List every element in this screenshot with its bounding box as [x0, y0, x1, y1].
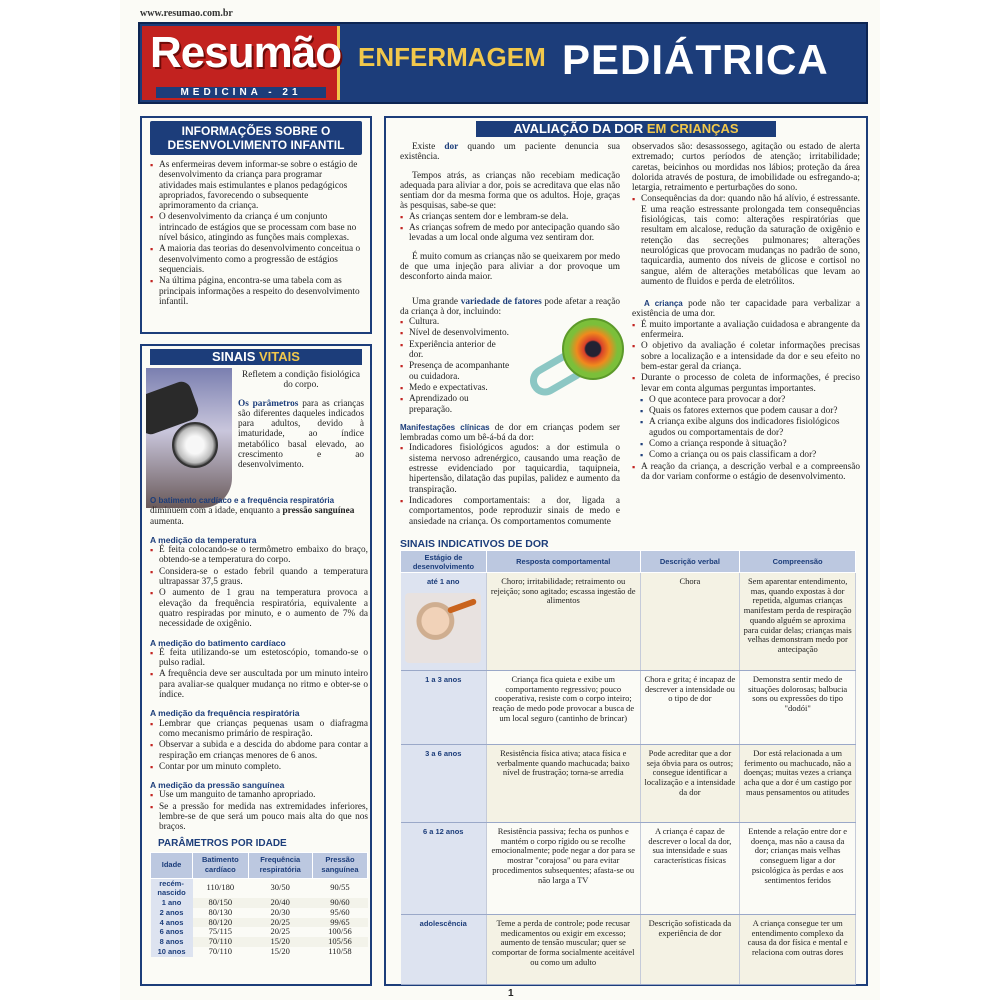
- cell-text: Choro; irritabilidade; retraimento ou rejeição; sono agitado; escassa ingestão de alimentos: [490, 576, 636, 606]
- table-cell: 80/150: [193, 898, 248, 908]
- table-cell: [486, 671, 640, 745]
- params-bold: Os parâmetros: [238, 398, 299, 409]
- table-row: [401, 915, 856, 985]
- params-table-header: [151, 852, 368, 878]
- table-cell: [740, 823, 856, 915]
- table-row: [151, 947, 368, 957]
- list-item: ▪ Observar a subida e a descida do abdome para contar a respiração em crianças menores de 6 anos.: [150, 740, 368, 761]
- table-cell: [401, 823, 487, 915]
- vital-section-list: [150, 719, 368, 772]
- page-number: 1: [508, 988, 514, 999]
- table-cell: 110/58: [328, 946, 352, 957]
- vital-signs-box: [140, 344, 372, 986]
- table-cell: [486, 745, 640, 823]
- pain-box-title: [476, 121, 776, 137]
- params-table-title: PARÂMETROS POR IDADE: [158, 837, 287, 849]
- list-item: ▪ Experiência anterior de dor.: [400, 340, 510, 361]
- factors-list: [400, 317, 510, 415]
- table-cell: 6 anos: [151, 927, 193, 937]
- table-cell: 20/40: [248, 898, 312, 908]
- list-item: ▪ O objetivo da avaliação é coletar informações precisas sobre a localização e a intensidade da dor e seu efeito no bem-estar geral da criança.: [632, 341, 860, 372]
- table-cell: [401, 745, 487, 823]
- cell-text: 3 a 6 anos: [425, 749, 462, 758]
- list-item: ▪ As crianças sentem dor e lembram-se dela.: [400, 212, 620, 222]
- cell-text: Sem aparentar entendimento, mas, quando expostas à dor repetida, algumas crianças manifestam perda de respiração quando alguém se aproxima para cuidar delas; crianças mais velhas demonstram medo por antecipação: [743, 576, 852, 654]
- pain-signs-table: [400, 550, 856, 985]
- title-enfermagem: ENFERMAGEM: [358, 42, 546, 72]
- list-item: ▪ É feita utilizando-se um estetoscópio, tomando-se o pulso radial.: [150, 648, 368, 669]
- question-item: ▪ O que acontece para provocar a dor?: [640, 395, 860, 405]
- list-item: ▪ É feita colocando-se o termômetro embaixo do braço, obtendo-se a temperatura do corpo.: [150, 545, 368, 566]
- table-cell: [640, 671, 740, 745]
- table-cell: 30/50: [270, 882, 290, 893]
- vital-sections: [150, 535, 368, 833]
- table-cell: 4 anos: [151, 918, 193, 928]
- pain-p6: A criança pode não ter capacidade para verbalizar a existência de uma dor.: [632, 299, 860, 320]
- column-header: Frequência respiratória: [248, 852, 312, 878]
- list-item: ▪ Nível de desenvolvimento.: [400, 328, 510, 338]
- list-item: ▪ Considera-se o estado febril quando a temperatura ultrapassar 37,5 graus.: [150, 567, 368, 588]
- toy-rattle-image: [524, 318, 630, 408]
- params-table-body: [151, 878, 368, 957]
- table-cell: 75/115: [208, 926, 232, 937]
- series-label: MEDICINA - 21: [156, 87, 326, 98]
- column-header: Resposta comportamental: [486, 551, 640, 573]
- pressure-text: aumenta.: [150, 516, 184, 527]
- list-item: ▪ Contar por um minuto completo.: [150, 762, 368, 772]
- table-cell: 70/110: [208, 946, 232, 957]
- table-cell: [640, 915, 740, 985]
- list-item: ▪ É muito importante a avaliação cuidadosa e abrangente da enfermeira.: [632, 320, 860, 341]
- vital-signs-title: [150, 349, 362, 365]
- table-row: [401, 823, 856, 915]
- pressure-bold: pressão sanguínea: [282, 506, 355, 517]
- questions-list: [632, 395, 860, 461]
- list-item: ▪ Consequências da dor: quando não há alívio, é estressante. E uma reação estressante prolongada tem consequências fisiológicas, tais como: alterações respiratórias que resultam em alcalose, redução da saturação de oxigênio e retenção das secreções pulmonares; alterações neurológicas que provocam mudanças no padrão de sono, taquicardia, aumento dos níveis de glicose e cortisol no sangue, além de alterações metabólicas que levam ao aumento de fluidos e perda de eletrólitos.: [632, 194, 860, 287]
- baby-image: [405, 593, 481, 663]
- table-cell: [486, 573, 640, 671]
- header-banner: [138, 22, 868, 104]
- gauge-icon: [172, 422, 218, 468]
- params-by-age-table: [150, 852, 368, 957]
- list-item: ▪ O aumento de 1 grau na temperatura provoca a elevação da frequência respiratória, equivalente a quatro respiradas por minuto, e o aumento de 7% da necessidade de oxigênio.: [150, 588, 368, 629]
- signs-table-title: SINAIS INDICATIVOS DE DOR: [400, 538, 549, 550]
- pain-p4: Uma grande variedade de fatores pode afetar a reação da criança à dor, incluindo:: [400, 296, 620, 317]
- table-cell: 90/55: [330, 882, 350, 893]
- list-item: ▪ Aprendizado ou preparação.: [400, 394, 510, 415]
- pain-title-part2: EM CRIANÇAS: [646, 121, 739, 136]
- list-item: ▪ As crianças sofrem de medo por antecipação quando são levadas a um local onde alguma vez sentiram dor.: [400, 223, 620, 244]
- table-cell: 100/56: [328, 926, 352, 937]
- pain-p2: Tempos atrás, as crianças não recebiam medicação adequada para aliviar a dor, pois se acreditava que elas não sentiam dor da mesma forma que os adultos. Hoje, graças às pesquisas, sabe-se que:: [400, 170, 620, 212]
- table-cell: [486, 823, 640, 915]
- pain-p2-list: [400, 212, 620, 244]
- title-pediatrica: PEDIÁTRICA: [562, 36, 829, 83]
- sphygmomanometer-image: [146, 368, 232, 508]
- cell-text: Teme a perda de controle; pode recusar medicamentos ou exigir em excesso; aumento de tensão muscular; quer se comportar de forma socialmente aceitável ou como um adulto: [491, 918, 635, 967]
- list-item: ▪ As enfermeiras devem informar-se sobre o estágio de desenvolvimento da criança para programar atividades mais estimulantes e planos pedagógicos apropriados, favorecendo o subsequente aprimoramento da criança.: [150, 160, 362, 211]
- vital-signs-body: [150, 490, 368, 957]
- table-cell: [640, 823, 740, 915]
- table-cell: 70/110: [193, 937, 248, 947]
- assess-list: [632, 320, 860, 394]
- brand-name: Resumão: [150, 28, 342, 77]
- table-cell: [740, 573, 856, 671]
- column-header: Batimento cardíaco: [193, 852, 248, 878]
- manifest-list-continued: [632, 142, 860, 287]
- pain-p1: Existe dor quando um paciente denuncia sua existência.: [400, 142, 620, 163]
- toy-ring: [562, 318, 624, 380]
- vital-section-list: [150, 648, 368, 700]
- cell-text: Pode acreditar que a dor seja óbvia para os outros; consegue identificar a localização e a intensidade da dor: [644, 748, 736, 797]
- spoon-icon: [447, 598, 477, 614]
- table-cell: 90/60: [312, 898, 367, 908]
- cell-text: Demonstra sentir medo de situações dolorosas; balbucia sons ou expressões do tipo "dodói": [748, 674, 848, 714]
- params-text: para as crianças são diferentes daqueles indicados para adultos, devido à imaturidade, ao índice metabólico basal elevado, ao crescimento e ao desenvolvimento.: [238, 398, 364, 471]
- table-cell: 110/180: [206, 882, 235, 893]
- development-info-box: [140, 116, 372, 334]
- table-cell: [401, 573, 487, 671]
- table-cell: [401, 915, 487, 985]
- table-cell: [740, 671, 856, 745]
- heart-bold: O batimento cardíaco e a frequência respiratória: [150, 496, 335, 505]
- cell-text: Chora: [679, 576, 701, 586]
- vital-section-list: [150, 545, 368, 629]
- vital-section-heading: A medição da frequência respiratória: [150, 708, 300, 719]
- vital-signs-title-part1: SINAIS: [212, 349, 256, 364]
- signs-table-header: [401, 551, 856, 573]
- table-cell: 15/20: [270, 946, 290, 957]
- table-row: [401, 671, 856, 745]
- vital-signs-intro: [238, 370, 364, 471]
- pain-column-right: [632, 142, 860, 483]
- site-url: www.resumao.com.br: [140, 8, 233, 19]
- list-item: ▪ Indicadores comportamentais: a dor, ligada a comportamentos, pode reproduzir sinais de medo e ansiedade na criança. Os comportamentos comumente: [400, 496, 620, 527]
- cell-text: Chora e grita; é incapaz de descrever a intensidade ou o tipo de dor: [644, 674, 736, 704]
- table-cell: recém-nascido: [151, 878, 193, 898]
- cell-text: Dor está relacionada a um ferimento ou machucado, não a doenças; muitas vezes a criança acha que a dor é um castigo por maus pensamentos ou atitudes: [743, 748, 852, 797]
- development-box-title: INFORMAÇÕES SOBRE O DESENVOLVIMENTO INFANTIL: [150, 121, 362, 155]
- column-header: Pressão sanguínea: [312, 852, 367, 878]
- cell-text: Descrição sofisticada da experiência de dor: [648, 918, 732, 938]
- table-cell: 80/130: [208, 906, 233, 917]
- list-item: ▪ Cultura.: [400, 317, 510, 327]
- signs-table-body: [401, 573, 856, 985]
- table-cell: [740, 915, 856, 985]
- table-cell: [640, 745, 740, 823]
- table-cell: [740, 745, 856, 823]
- pain-p5: Manifestações clínicas de dor em crianças podem ser lembradas como um bê-á-bá da dor:: [400, 422, 620, 444]
- list-item: ▪ O desenvolvimento da criança é um conjunto intrincado de estágios que se processam com base no nível básico, atingindo as funções mais complexas.: [150, 212, 362, 243]
- table-cell: [401, 671, 487, 745]
- vital-params-paragraph: [238, 399, 364, 471]
- table-row: [151, 878, 368, 898]
- table-row: [401, 745, 856, 823]
- cell-text: A criança consegue ter um entendimento complexo da causa da dor física e mental e relaciona com outras dores: [747, 918, 848, 958]
- question-item: ▪ Quais os fatores externos que podem causar a dor?: [640, 406, 860, 416]
- cell-text: adolescência: [419, 919, 467, 928]
- table-cell: [486, 915, 640, 985]
- cell-text: Resistência passiva; fecha os punhos e mantém o corpo rígido ou se recolhe emocionalmente; pode negar a dor para se mostrar "corajosa" ou para evitar procedimentos subsequentes; afasta-se ou não larga a TV: [491, 826, 635, 885]
- pain-p3: É muito comum as crianças não se queixarem por medo de que uma injeção para aliviar a dor provoque um desconforto ainda maior.: [400, 251, 620, 283]
- list-item: ▪ Use um manguito de tamanho apropriado.: [150, 790, 368, 800]
- cell-text: Resistência física ativa; ataca física e verbalmente quando machucada; baixo nível de frustração; torna-se arredia: [496, 748, 630, 778]
- vital-section-heading: A medição da temperatura: [150, 534, 257, 545]
- list-item: ▪ A maioria das teorias do desenvolvimento conceitua o desenvolvimento como a progressão de estágios sequenciais.: [150, 244, 362, 275]
- column-header: Descrição verbal: [640, 551, 740, 573]
- table-cell: 20/30: [270, 906, 290, 917]
- table-cell: 80/120: [193, 918, 248, 928]
- brand-logo: [142, 26, 340, 100]
- list-item-continued: observados são: desassossego, agitação ou estado de alerta extremado; curtos períodos de atenção; irritabilidade; caretas, beicinhos ou mordidas nos lábios; proteção da área dolorida através de postura, de imobilidade ou esfregando-a; letargia, retraimento e perturbações do sono.: [632, 142, 860, 194]
- table-cell: 105/56: [312, 937, 367, 947]
- list-item: ▪ Lembrar que crianças pequenas usam o diafragma como mecanismo primário de respiração.: [150, 719, 368, 740]
- cell-text: 1 a 3 anos: [425, 675, 462, 684]
- cell-text: até 1 ano: [426, 577, 460, 586]
- table-cell: 20/25: [270, 926, 290, 937]
- pain-assessment-box: [384, 116, 868, 986]
- vital-section-heading: A medição da pressão sanguínea: [150, 780, 285, 791]
- column-header: Estágio de desenvolvimento: [401, 551, 487, 573]
- cell-text: Criança fica quieta e exibe um comportamento regressivo; pouco cooperativa, resiste com o corpo inteiro; reação de medo pode provocar a busca de um local seguro (cantinho de brincar): [492, 674, 635, 723]
- vital-signs-title-part2: VITAIS: [259, 349, 300, 364]
- table-cell: 20/25: [248, 918, 312, 928]
- question-item: ▪ Como a criança responde à situação?: [640, 439, 860, 449]
- table-cell: 99/65: [312, 918, 367, 928]
- pain-title-part1: AVALIAÇÃO DA DOR: [513, 121, 644, 136]
- vital-section-heading: A medição do batimento cardíaco: [150, 637, 286, 648]
- cell-text: A criança é capaz de descrever o local da dor, sua intensidade e suas características físicas: [648, 826, 732, 866]
- table-cell: 15/20: [248, 937, 312, 947]
- list-item: ▪ A frequência deve ser auscultada por um minuto inteiro para avaliar-se qualquer mudança no ritmo e obter-se o índice.: [150, 669, 368, 700]
- table-cell: 1 ano: [151, 898, 193, 908]
- table-cell: 2 anos: [151, 908, 193, 918]
- development-list: [150, 160, 362, 307]
- manifest-list: [400, 443, 620, 526]
- question-item: ▪ Como a criança ou os pais classificam a dor?: [640, 450, 860, 460]
- column-header: Idade: [151, 852, 193, 878]
- table-cell: 8 anos: [151, 937, 193, 947]
- table-cell: 95/60: [330, 906, 350, 917]
- vital-intro-text: Refletem a condição fisiológica do corpo.: [242, 370, 360, 391]
- list-item: ▪ Durante o processo de coleta de informações, é preciso levar em conta algumas perguntas importantes.: [632, 373, 860, 394]
- list-item: ▪ Se a pressão for medida nas extremidades inferiores, lembre-se de que será um pouco mais alta do que nos braços.: [150, 802, 368, 833]
- table-row: [401, 573, 856, 671]
- assess-last-list: [632, 462, 860, 483]
- table-cell: 10 anos: [151, 947, 193, 957]
- list-item: ▪ Indicadores fisiológicos agudos: a dor estimula o sistema nervoso adrenérgico, causando uma reação de estresse evidenciado por taquicardia, taquipneia, hipertensão, dilatação das pupilas, palidez e aumento da transpiração.: [400, 443, 620, 494]
- list-item: ▪ Na última página, encontra-se uma tabela com as principais informações a respeito do desenvolvimento infantil.: [150, 276, 362, 307]
- list-item: ▪ Presença de acompanhante ou cuidadora.: [400, 361, 510, 382]
- column-header: Compreensão: [740, 551, 856, 573]
- cell-text: 6 a 12 anos: [423, 827, 464, 836]
- heart-text: diminuem com a idade, enquanto a: [150, 506, 283, 517]
- vital-section-list: [150, 790, 368, 832]
- table-cell: [640, 573, 740, 671]
- question-item: ▪ A criança exibe alguns dos indicadores fisiológicos agudos ou comportamentais de dor?: [640, 417, 860, 438]
- heart-paragraph: [150, 496, 368, 527]
- list-item: ▪ A reação da criança, a descrição verbal e a compreensão da dor variam conforme o estágio de desenvolvimento.: [632, 462, 860, 483]
- cell-text: Entende a relação entre dor e doença, mas não a causa da dor; crianças mais velhas conseguem ligar a dor psicológica às perdas e aos sentimentos feridos: [748, 826, 848, 885]
- list-item: ▪ Medo e expectativas.: [400, 383, 510, 393]
